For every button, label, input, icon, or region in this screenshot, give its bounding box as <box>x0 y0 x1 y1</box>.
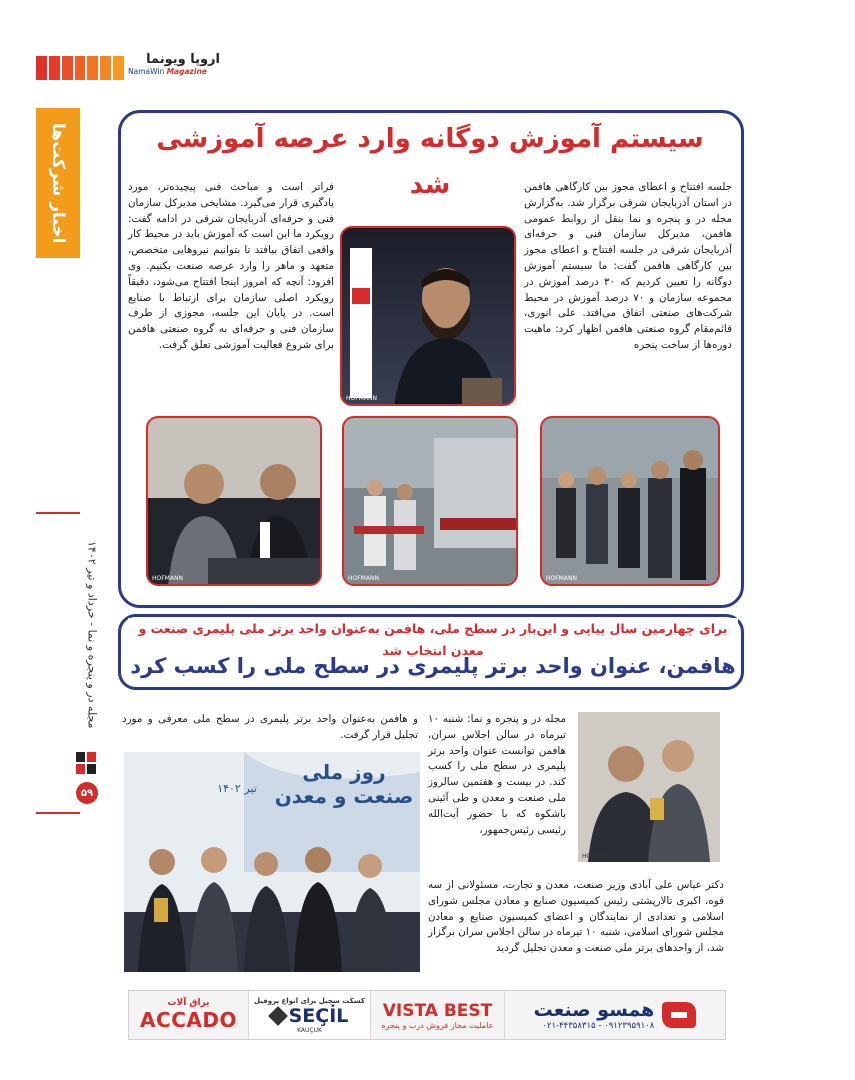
logo-persian: اروپا ویونما <box>146 52 220 67</box>
magazine-logo <box>128 52 220 82</box>
secil-diamond-icon <box>268 1006 288 1026</box>
ad-vista[interactable] <box>371 991 505 1039</box>
header-stripes <box>36 56 124 80</box>
ad-accado-name: ACCADO <box>140 1008 237 1032</box>
ad-accado[interactable] <box>129 991 249 1039</box>
page-number: ۵۹ <box>76 782 98 804</box>
sidebar-issue-label: مجله در و پنجره و نما - خرداد و تیر ۱۴۰۲ <box>85 541 99 729</box>
article1-title: سیستم آموزش دوگانه وارد عرصه آموزشی شد <box>156 124 704 200</box>
ad-vista-name: VISTA BEST <box>382 1000 493 1021</box>
article1-photo-group <box>540 416 720 586</box>
article2-ceremony-photo <box>124 752 420 972</box>
article2-column-wide: دکتر عباس علی آبادی وزیر صنعت، معدن و تجارت، مسئولانی از سه قوه، اکبری تالارپشتی رئیس کمیسیون صنایع و معادن مجلس شورای اسلامی و تعدادی از نمایندگان و اعضای کمیسیون صنایع و معادن مجلس شورای اسلامی، شنبه ۱۰ تیرماه در سالن اجلاس سران برگزار شد، از واحدهای برتر ملی صنعت و معدن تجلیل گردید <box>428 879 724 955</box>
ad-secil-bottom: KAUÇUK <box>297 1026 322 1034</box>
advertisement-bar <box>128 990 726 1040</box>
photo-tag: HOFMANN <box>152 575 183 582</box>
photo-tag: HOFMANN <box>348 575 379 582</box>
article2-subtitle: برای چهارمین سال پیاپی و این‌بار در سطح ملی، هافمن به‌عنوان واحد برتر ملی پلیمری صنعت و معدن انتخاب شد <box>128 618 738 640</box>
article2-award-photo <box>578 712 720 862</box>
section-tab-label: اخبار شرکت‌ها <box>48 122 68 244</box>
article1-photo-workshop <box>342 416 518 586</box>
ad-secil-top: کسکت سچیل برای انواع پروفیل <box>254 996 365 1005</box>
ad-secil[interactable] <box>249 991 371 1039</box>
article1-portrait-photo <box>340 226 516 406</box>
article1-photo-meeting <box>146 416 322 586</box>
article1-column-left: فراتر است و مباحث فنی پیچیده‌تر، مورد یادگیری قرار می‌گیرد. مشایخی مدیرکل سازمان فنی و حرفه‌ای آذربایجان شرقی در ادامه گفت: رویکرد ما این است که آموزش باید در محیط کار واقعی اتفاق بیافتد تا بتوانیم نیروهایی متخصص، متعهد و ماهر را وارد عرصه صنعت بکنیم. وی افزود: آنچه که امروز اینجا افتتاح می‌شود، دقیقاً رویکرد اصلی سازمان برای ارتباط با صنایع است. در پایان این جلسه، مجوزی از طرف سازمان فنی و حرفه‌ای به گروه صنعتی هافمن برای شروع فعالیت آموزشی تعلق گرفت. <box>128 181 334 351</box>
hamsoo-logo-icon <box>662 1002 696 1028</box>
photo-tag: HOFMANN <box>582 853 613 860</box>
margin-divider-bottom <box>36 812 80 814</box>
article2-column-a: مجله در و پنجره و نما: شنبه ۱۰ تیرماه در سالن اجلاس سران، هافمن توانست عنوان واحد برتر پلیمری در سطح ملی را کسب کند. در بیست و هفتمین سالروز ملی صنعت و معدن و طی آئینی باشکوه که با حضور آیت‌الله رئیسی رئیس‌جمهور، <box>428 713 566 836</box>
article2-title: هافمن، عنوان واحد برتر پلیمری در سطح ملی را کسب کرد <box>130 654 736 678</box>
logo-english: NamaWin Magazine <box>128 67 207 76</box>
margin-divider-top <box>36 512 80 514</box>
ad-hamsoo-phones: ۰۹۱۲۳۹۵۹۱۰۸ - ۰۲۱-۴۴۳۵۸۳۱۵ <box>542 1021 655 1031</box>
ceremony-banner-text: روز ملی صنعت و معدن <box>274 760 414 808</box>
mini-logo-icon <box>74 748 100 778</box>
section-tab <box>36 108 80 258</box>
photo-tag: HOFMANN <box>546 575 577 582</box>
photo-tag: HOFMANN <box>346 395 377 402</box>
ad-secil-name: SEÇİL <box>288 1004 349 1027</box>
article2-column-b: و هافمن به‌عنوان واحد برتر پلیمری در سطح ملی معرفی و مورد تجلیل قرار گرفت. <box>122 713 418 741</box>
ad-accado-top: یراق آلات <box>167 998 210 1008</box>
ceremony-banner-date: تیر ۱۴۰۲ <box>217 782 257 795</box>
ad-vista-tagline: عاملیت مجاز فروش درب و پنجره <box>381 1020 494 1030</box>
article1-column-right: جلسه افتتاح و اعطای مجوز بین کارگاهی هافمن در استان آذربایجان شرقی برگزار شد. به‌گزارش مجله در و پنجره و نما بنقل از روابط عمومی هافمن، مدیرکل سازمان فنی و حرفه‌ای آذربایجان شرقی در جلسه افتتاح و اعطای مجوز بین کارگاهی هافمن گفت: ما سیستم آموزش دوگانه را تعیین کردیم که ۳۰ درصد آموزش در مجموعه سازمان و ۷۰ درصد آموزش در محیط شرکت‌های صنعتی اتفاق می‌افتد. علی انوری، قائم‌مقام گروه صنعتی هافمن اظهار کرد: ماهیت دوره‌ها از ساخت پنجره <box>524 181 733 351</box>
ad-hamsoo-name: همسو صنعت <box>533 999 655 1021</box>
ad-hamsoo[interactable] <box>505 991 725 1039</box>
